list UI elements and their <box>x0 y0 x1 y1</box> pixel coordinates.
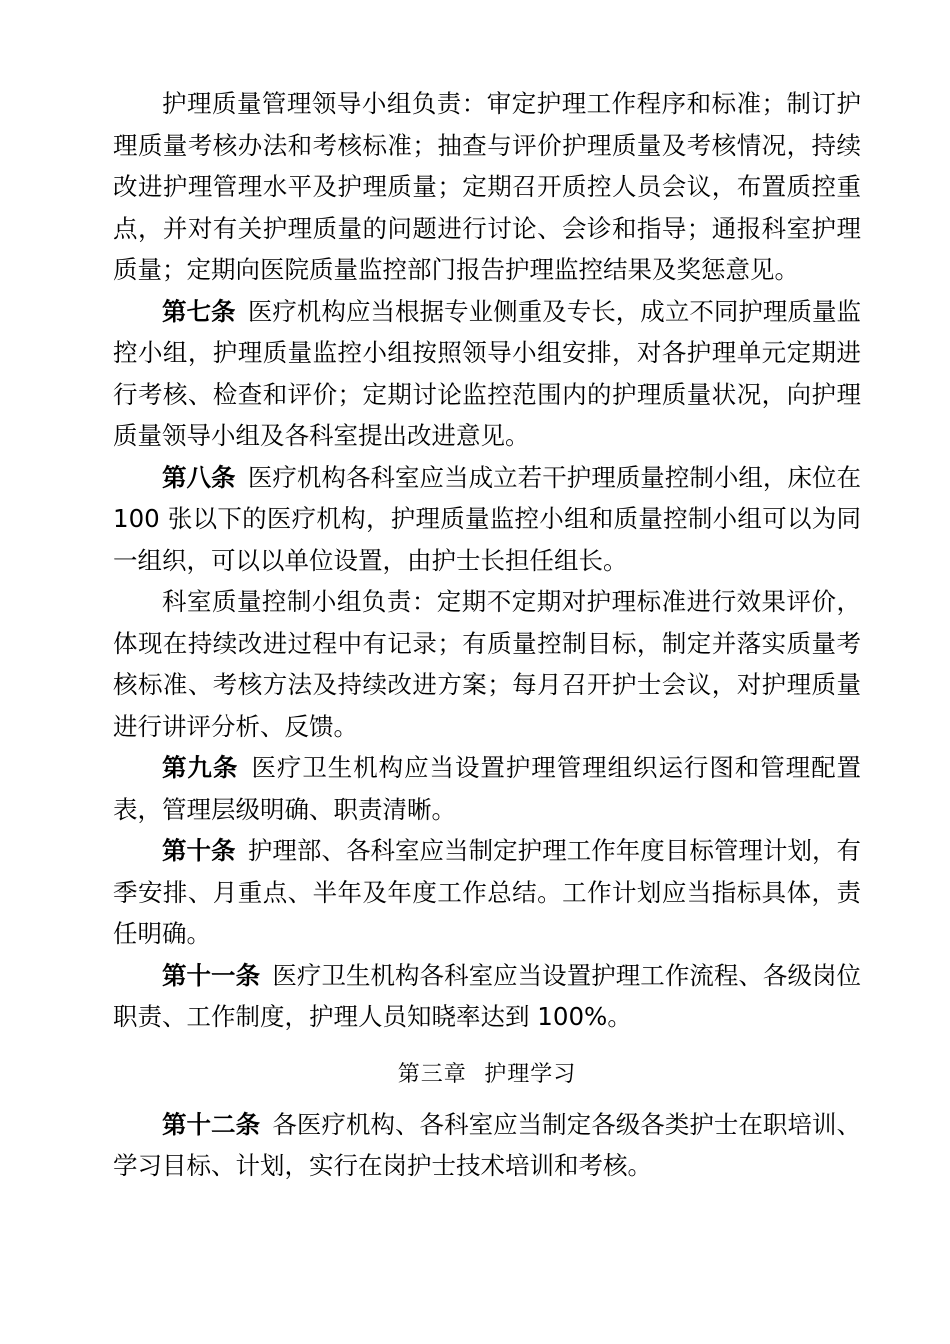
article-text: 医疗卫生机构应当设置护理管理组织运行图和管理配置表，管理层级明确、职责清晰。 <box>113 753 862 824</box>
chapter-title: 护理学习 <box>484 1061 577 1087</box>
article-7 <box>113 291 861 457</box>
article-9 <box>113 747 861 830</box>
article-text: 医疗卫生机构各科室应当设置护理工作流程、各级岗位职责、工作制度，护理人员知晓率达到 100%。 <box>113 960 861 1031</box>
chapter-heading <box>113 1060 861 1090</box>
article-heading: 第七条 <box>162 296 236 326</box>
article-heading: 第十一条 <box>162 960 261 990</box>
article-text: 护理部、各科室应当制定护理工作年度目标管理计划，有季安排、月重点、半年及年度工作总结。工作计划应当指标具体，责任明确。 <box>113 836 862 948</box>
article-text: 医疗机构应当根据专业侧重及专长，成立不同护理质量监控小组，护理质量监控小组按照领导小组安排，对各护理单元定期进行考核、检查和评价；定期讨论监控范围内的护理质量状况，向护理质量领导小组及各科室提出改进意见。 <box>113 296 862 450</box>
article-11 <box>113 955 861 1038</box>
document-body <box>113 83 861 1187</box>
article-8 <box>113 457 861 582</box>
article-heading: 第十条 <box>162 836 236 865</box>
article-text: 医疗机构各科室应当成立若干护理质量控制小组，床位在 100 张以下的医疗机构，护理质量监控小组和质量控制小组可以为同一组织，可以以单位设置，由护士长担任组长。 <box>113 462 862 575</box>
paragraph-department-quality-control <box>113 581 861 747</box>
chapter-number: 第三章 <box>397 1061 467 1087</box>
article-heading: 第十二条 <box>162 1109 261 1139</box>
article-text: 各医疗机构、各科室应当制定各级各类护士在职培训、学习目标、计划，实行在岗护士技术培训和考核。 <box>113 1109 861 1180</box>
paragraph-text: 科室质量控制小组负责：定期不定期对护理标准进行效果评价，体现在持续改进过程中有记录；有质量控制目标，制定并落实质量考核标准、考核方法及持续改进方案；每月召开护士会议，对护理质量进行讲评分析、反馈。 <box>113 587 861 741</box>
article-10 <box>113 830 861 955</box>
article-heading: 第八条 <box>162 462 236 492</box>
paragraph-text: 护理质量管理领导小组负责：审定护理工作程序和标准；制订护理质量考核办法和考核标准；抽查与评价护理质量及考核情况，持续改进护理管理水平及护理质量；定期召开质控人员会议，布置质控重点，并对有关护理质量的问题进行讨论、会诊和指导；通报科室护理质量；定期向医院质量监控部门报告护理监控结果及奖惩意见。 <box>113 89 861 284</box>
paragraph-nursing-quality-leadership <box>113 83 861 291</box>
article-12 <box>113 1104 861 1187</box>
article-heading: 第九条 <box>162 753 239 782</box>
